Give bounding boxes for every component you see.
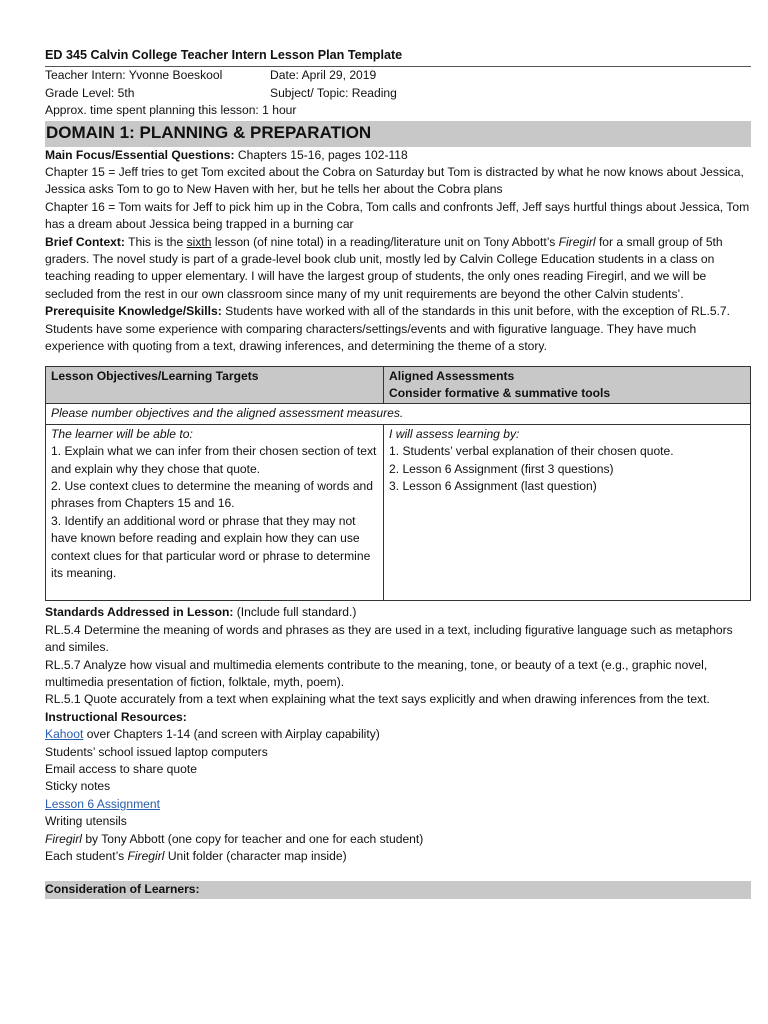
planning-time: Approx. time spent planning this lesson: 1 hour: [45, 103, 297, 118]
resource-unit-folder: [45, 848, 751, 865]
brief-context-book-title: Firegirl: [558, 234, 596, 249]
chapter-16-summary: Chapter 16 = Tom waits for Jeff to pick him up in the Cobra, Tom calls and confronts Jeff, Jeff says hurtful things about Jessica, Tom has a dream about Jessica being trapped in a burning car: [45, 199, 750, 232]
folder-prefix: Each student’s: [45, 849, 128, 864]
novel-description: by Tony Abbott (one copy for teacher and one for each student): [81, 831, 424, 846]
grade-level: Grade Level: 5th: [45, 85, 135, 100]
standards-label: Standards Addressed in Lesson:: [45, 605, 234, 620]
prerequisite-label: Prerequisite Knowledge/Skills:: [45, 304, 222, 319]
folder-book-title: Firegirl: [127, 849, 165, 864]
teacher-intern: Teacher Intern: Yvonne Boeskool: [45, 68, 223, 83]
main-focus: [45, 147, 751, 164]
brief-context: [45, 234, 751, 304]
consideration-of-learners: Consideration of Learners:: [45, 881, 751, 898]
objective-item: 2. Use context clues to determine the meaning of words and phrases from Chapters 15 and 16.: [51, 478, 374, 511]
resource-kahoot: [45, 726, 751, 743]
document-title: ED 345 Calvin College Teacher Intern Lesson Plan Template: [45, 47, 751, 67]
standard-item: RL.5.4 Determine the meaning of words and phrases as they are used in a text, including figurative language such as metaphors and similes.: [45, 622, 733, 655]
brief-context-text-3: for a small group of 5th graders. The novel study is part of a grade-level book club unit, mostly led by Calvin College Education students in a class on teaching reading to upper elementary. I will have the largest group of students, the only ones reading Firegirl, and we will be secluded from the rest in our own classroom since many of my unit requirements are beyond the other Calvin students’.: [45, 234, 723, 301]
assessments-subheader: Consider formative & summative tools: [389, 385, 611, 400]
document-body: [45, 47, 751, 899]
resources-label: Instructional Resources:: [45, 709, 187, 724]
prerequisite-skills: [45, 303, 751, 355]
brief-context-text-2: lesson (of nine total) in a reading/literature unit on Tony Abbott’s: [211, 234, 559, 249]
folder-description: Unit folder (character map inside): [164, 849, 347, 864]
brief-context-label: Brief Context:: [45, 234, 125, 249]
lesson-date: Date: April 29, 2019: [270, 68, 377, 83]
lesson-6-assignment-link[interactable]: Lesson 6 Assignment: [45, 796, 160, 811]
assessments-header: Aligned Assessments: [389, 368, 515, 383]
novel-title: Firegirl: [45, 831, 82, 846]
header-row-1: [45, 67, 751, 84]
header-row-2: [45, 85, 751, 102]
objectives-header: Lesson Objectives/Learning Targets: [51, 368, 259, 383]
resource-laptops: Students’ school issued laptop computers: [45, 744, 268, 759]
assess-intro: I will assess learning by:: [389, 426, 520, 441]
objectives-note-row: [46, 404, 751, 424]
cell-spacer: [51, 582, 378, 599]
main-focus-text: Chapters 15-16, pages 102-118: [234, 147, 408, 162]
assessment-item: 1. Students’ verbal explanation of their chosen quote.: [389, 444, 674, 459]
kahoot-link[interactable]: Kahoot: [45, 727, 84, 742]
resource-writing-utensils: Writing utensils: [45, 814, 127, 829]
brief-context-sixth: sixth: [186, 234, 212, 249]
prerequisite-text: Students have worked with all of the standards in this unit before, with the exception of RL.5.7. Students have some experience with comparing characters/settings/events and with figurative language. They have much experience with quoting from a text, drawing inferences, and determining the theme of a story.: [45, 304, 730, 354]
assessment-item: 2. Lesson 6 Assignment (first 3 questions): [389, 461, 614, 476]
resource-novel: [45, 831, 751, 848]
main-focus-label: Main Focus/Essential Questions:: [45, 147, 235, 162]
standards-note: (Include full standard.): [233, 605, 357, 620]
resource-lesson-assignment: [45, 796, 751, 813]
kahoot-description: over Chapters 1-14 (and screen with Airplay capability): [83, 727, 380, 742]
standards-heading: [45, 604, 751, 621]
resource-email: Email access to share quote: [45, 762, 197, 777]
objectives-note: Please number objectives and the aligned assessment measures.: [46, 404, 751, 424]
objectives-header-cell: [46, 366, 384, 404]
objectives-table-header: [46, 366, 751, 404]
assessments-header-cell: [384, 366, 751, 404]
brief-context-text-1: This is the: [124, 234, 187, 249]
resources-heading: [45, 709, 751, 726]
resource-sticky-notes: Sticky notes: [45, 779, 111, 794]
subject-topic: Subject/ Topic: Reading: [270, 85, 397, 100]
objectives-table: [45, 366, 751, 602]
assessment-item: 3. Lesson 6 Assignment (last question): [389, 478, 597, 493]
assessments-cell: [384, 424, 751, 601]
standard-item: RL.5.7 Analyze how visual and multimedia elements contribute to the meaning, tone, or beauty of a text (e.g., graphic novel, multimedia presentation of fiction, folktale, myth, poem).: [45, 657, 708, 689]
chapter-15-summary: Chapter 15 = Jeff tries to get Tom excited about the Cobra on Saturday but Tom is distracted by what he now knows about Jessica, Jessica asks Tom to go to New Haven with her, but he tells her about the Cobra plans: [45, 165, 744, 197]
objective-item: 3. Identify an additional word or phrase that they may not have known before reading and explain how they can use context clues for that particular word or phrase to determine its meaning.: [51, 513, 371, 580]
objectives-cell: [46, 424, 384, 601]
learner-intro: The learner will be able to:: [51, 426, 193, 441]
domain-heading: DOMAIN 1: PLANNING & PREPARATION: [45, 121, 751, 147]
objectives-body-row: [46, 424, 751, 601]
objective-item: 1. Explain what we can infer from their chosen section of text and explain why they chose that quote.: [51, 444, 377, 476]
standard-item: RL.5.1 Quote accurately from a text when explaining what the text says explicitly and when drawing inferences from the text.: [45, 692, 710, 707]
